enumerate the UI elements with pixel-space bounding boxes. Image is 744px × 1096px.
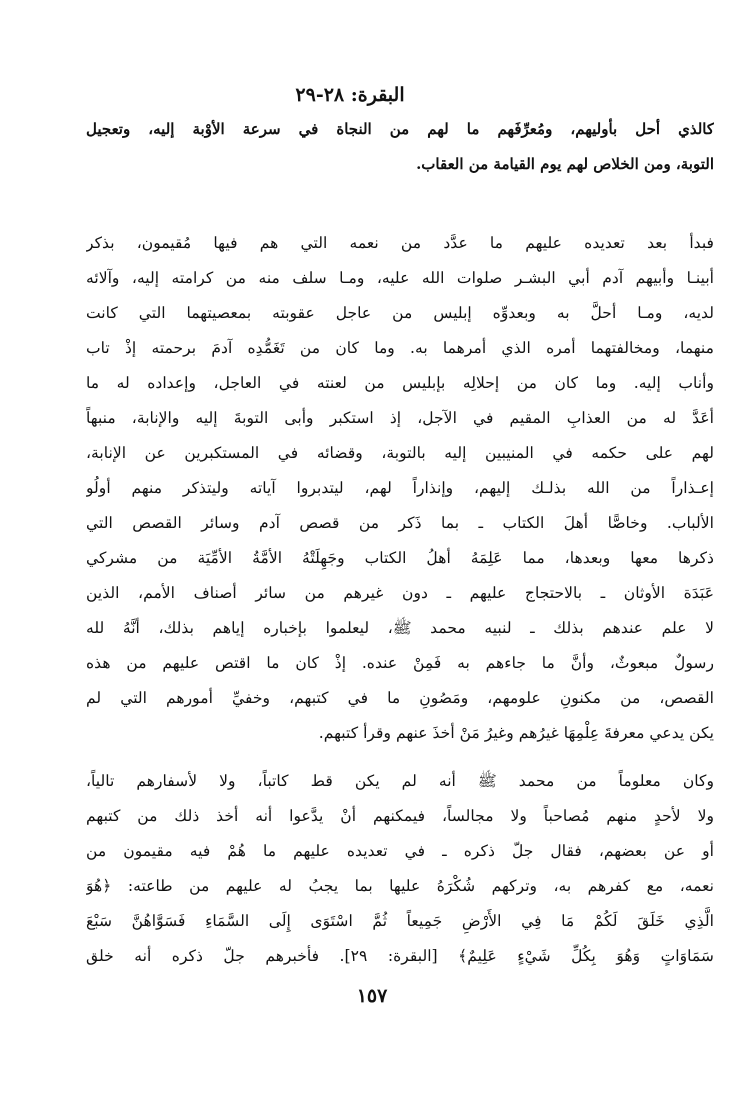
text-line: كالذي أحل بأوليهم، ومُعرِّفَهم ما لهم من النجاة في سرعة الأوْبة إليه، وتعجيل [86, 120, 714, 138]
text-line: رسولٌ مبعوثٌ، وأنَّ ما جاءهم به فَمِنْ عنده. إذْ كان ما اقتص عليهم من هذه [86, 654, 714, 672]
paragraph-3 [86, 764, 714, 974]
quran-verse-line: الَّذِي خَلَقَ لَكُمْ مَا فِي الأَرْضِ جَمِيعاً ثُمَّ اسْتَوَى إِلَى السَّمَاءِ فَسَوَّاهُنَّ سَبْعَ [86, 912, 714, 930]
text-line: يكن يدعي معرفةَ عِلْمِهَا غيرُهم وغيرُ مَنْ أخذَ عنهم وقرأ كتبهم. [318, 724, 714, 742]
text-line: عَبَدَة الأوثان ـ بالاحتجاج عليهم ـ دون غيرهم من سائر أصناف الأمم، الذين [86, 584, 714, 602]
text-line: ذكرها معها وبعدها، مما عَلِمَهُ أهلُ الكتاب وجَهِلَتْهُ الأمَّةُ الأمِّيَة من مشركي [86, 549, 714, 567]
text-line: أعَدَّ له من العذابِ المقيم في الآجل، إذ استكبر وأبى التوبةَ إليه والإنابة، منبهاً [86, 409, 714, 427]
text-line: التوبة، ومن الخلاص لهم يوم القيامة من العقاب. [416, 155, 714, 173]
text-line: ولا لأحدٍ منهم مُصاحباً ولا مجالساً، فيمكنهم أنْ يدَّعوا أنه أخذ ذلك من كتبهم [86, 807, 714, 825]
paragraph-1 [86, 112, 714, 182]
text-line: إعـذاراً من الله بذلـك إليهم، وإنذاراً لهم، ليتدبروا آياته وليتذكر منهم أولُو [86, 479, 714, 497]
page-header [0, 84, 700, 106]
surah-verse-reference: البقرة: ٢٨-٢٩ [295, 84, 405, 106]
text-line: لا علم عندهم بذلك ـ لنبيه محمد ﷺ، ليعلموا بإخباره إياهم بذلك، أنَّهُ لله [86, 619, 714, 637]
text-line: فبدأ بعد تعديده عليهم ما عدَّد من نعمه التي هم فيها مُقيمون، بذكر [86, 234, 714, 252]
quran-verse-line: سَمَاوَاتٍ وَهُوَ بِكُلِّ شَيْءٍ عَلِيمٌ﴾ [البقرة: ٢٩]. فأخبرهم جلّ ذكره أنه خلق [86, 947, 714, 965]
text-line: نعمه، مع كفرهم به، وتركهم شُكْرَهُ عليها بما يجبُ له عليهم من طاعته: ﴿هُوَ [86, 877, 714, 895]
text-line: وأناب إليه. وما كان من إحلالِه بإبليس من لعنته في العاجل، وإعداده له ما [86, 374, 714, 392]
page-number: ١٥٧ [356, 985, 388, 1007]
text-line: وكان معلوماً من محمد ﷺ أنه لم يكن قط كاتباً، ولا لأسفارهم تالياً، [86, 772, 714, 790]
text-line: أبينـا وأبيهم آدم أبي البشـر صلوات الله عليه، ومـا سلف منه من كرامته إليه، وآلائه [86, 269, 714, 287]
text-line: منهما، ومخالفتهما أمره الذي أمرهما به. وما كان من تَغَمُّدِه آدمَ برحمته إذْ تاب [86, 339, 714, 357]
text-line: لهم على حكمه في المنيبين إليه بالتوبة، وقضائه في المستكبرين عن الإنابة، [86, 444, 714, 462]
text-line: القصص، من مكنونِ علومهم، ومَصُونِ ما في كتبهم، وخفيِّ أمورهم التي لم [86, 689, 714, 707]
text-line: أو عن بعضهم، فقال جلّ ذكره ـ في تعديده عليهم ما هُمْ فيه مقيمون من [86, 842, 714, 860]
text-line: لديه، ومـا أحلَّ به وبعدوِّه إبليس من عاجل عقوبته بمعصيتهما التي كانت [86, 304, 714, 322]
paragraph-2 [86, 226, 714, 751]
text-line: الألباب. وخاصًّا أهلَ الكتاب ـ بما ذَكر من قصص آدم وسائر القصص التي [86, 514, 714, 532]
